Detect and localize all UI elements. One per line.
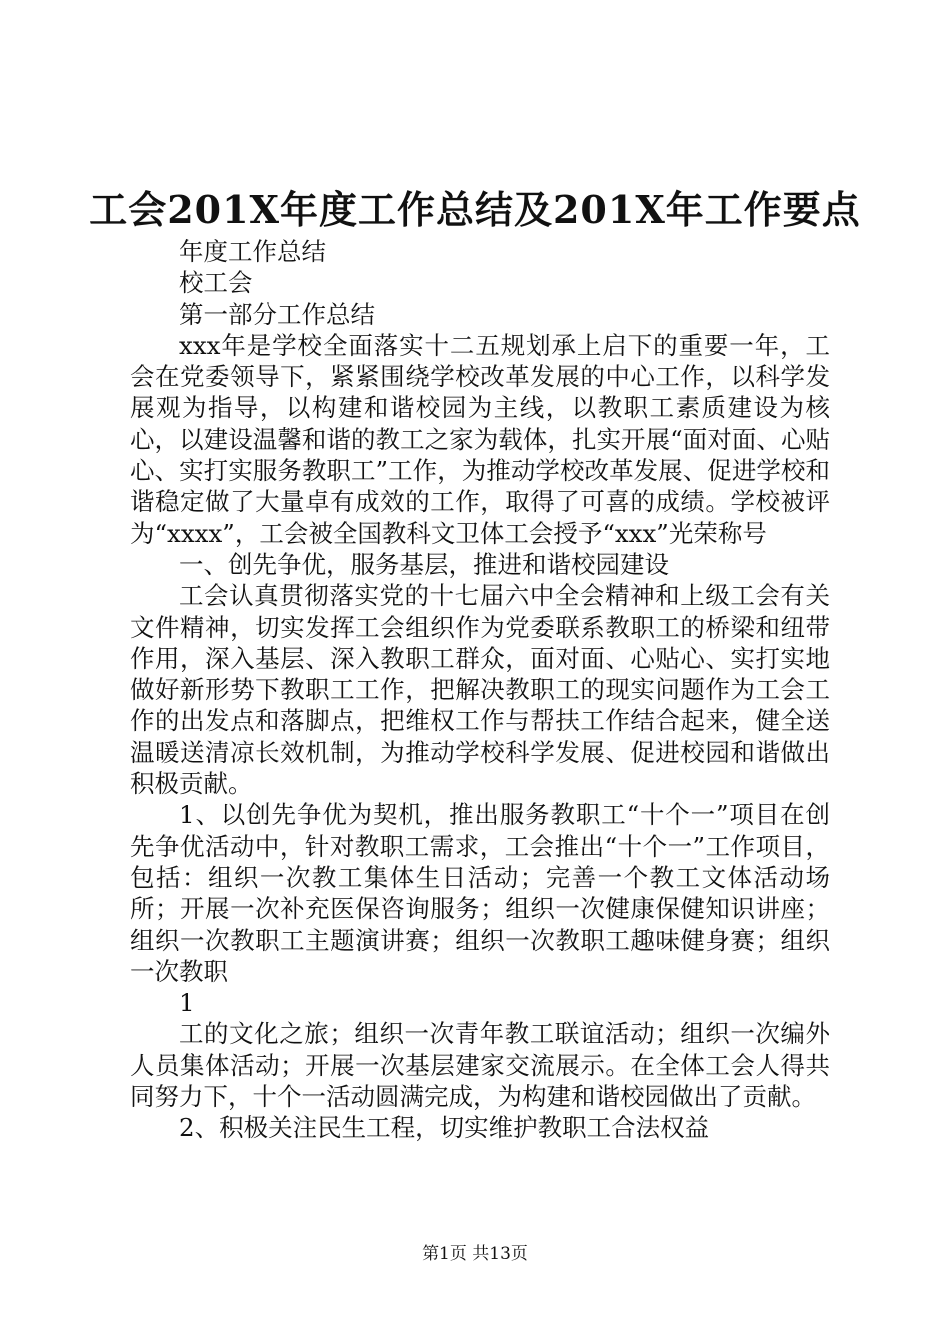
paragraph-author: 校工会: [179, 268, 253, 298]
paragraph-item-2: 2、积极关注民生工程，切实维护教职工合法权益: [179, 1113, 710, 1143]
paragraph-part-heading: 第一部分工作总结: [179, 299, 375, 329]
paragraph-section-body: 工会认真贯彻落实党的十七届六中全会精神和上级工会有关文件精神，切实发挥工会组织作为党委联系教职工的桥梁和纽带作用，深入基层、深入教职工群众，面对面、心贴心、实打实地做好新形势下教职工工作，把解决教职工的现实问题作为工会工作的出发点和落脚点，把维权工作与帮扶工作结合起来，健全送温暖送清凉长效机制，为推动学校科学发展、促进校园和谐做出积极贡献。: [130, 581, 830, 799]
paragraph-intro: xxx年是学校全面落实十二五规划承上启下的重要一年，工会在党委领导下，紧紧围绕学校改革发展的中心工作，以科学发展观为指导，以构建和谐校园为主线，以教职工素质建设为核心，以建设温馨和谐的教工之家为载体，扎实开展“面对面、心贴心、实打实服务教职工”工作，为推动学校改革发展、促进学校和谐稳定做了大量卓有成效的工作，取得了可喜的成绩。学校被评为“xxxx”，工会被全国教科文卫体工会授予“xxx”光荣称号: [130, 330, 830, 548]
paragraph-subtitle: 年度工作总结: [179, 237, 326, 266]
page-footer: 第1页 共13页: [422, 1244, 528, 1264]
document-title: 工会201X年度工作总结及201X年工作要点: [89, 187, 861, 232]
document-body: [130, 236, 830, 1144]
paragraph-inline-page-number: 1: [179, 988, 195, 1018]
paragraph-item-1: 1、以创先争优为契机，推出服务教职工“十个一”项目在创先争优活动中，针对教职工需求，工会推出“十个一”工作项目，包括：组织一次教工集体生日活动；完善一个教工文体活动场所；开展一次补充医保咨询服务；组织一次健康保健知识讲座；组织一次教职工主题演讲赛；组织一次教职工趣味健身赛；组织一次教职: [130, 800, 830, 986]
paragraph-item-1-continued: 工的文化之旅；组织一次青年教工联谊活动；组织一次编外人员集体活动；开展一次基层建家交流展示。在全体工会人得共同努力下，十个一活动圆满完成，为构建和谐校园做出了贡献。: [130, 1019, 830, 1112]
paragraph-section-heading: 一、创先争优，服务基层，推进和谐校园建设: [179, 549, 669, 579]
